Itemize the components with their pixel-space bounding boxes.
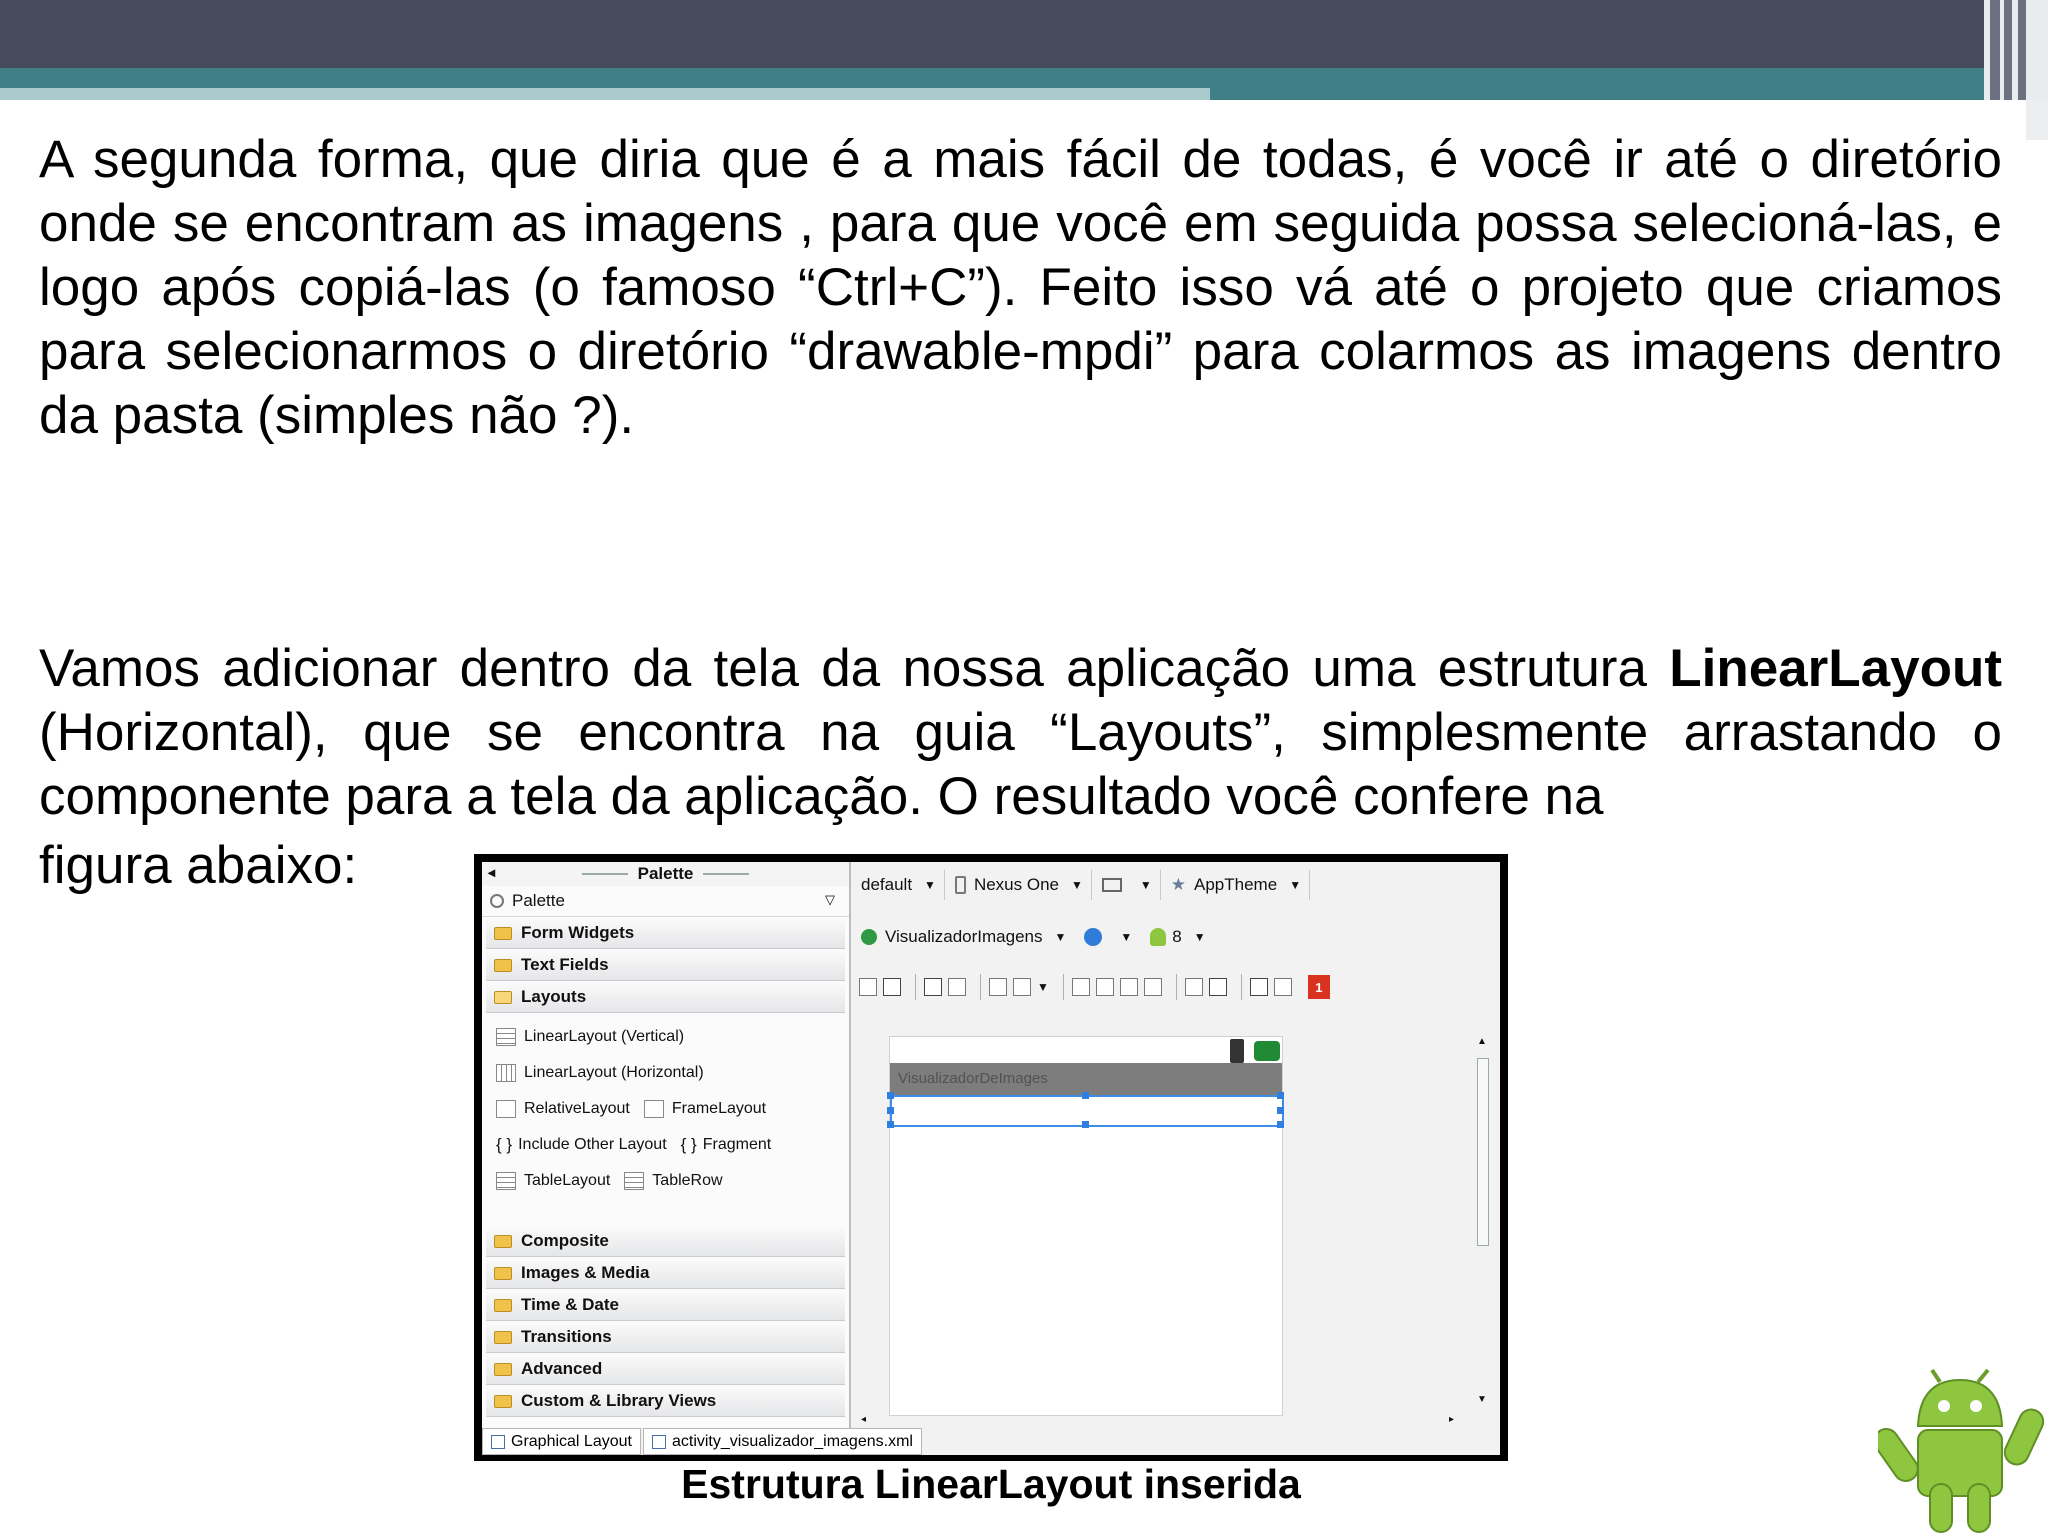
palette-item-linearlayout-horizontal[interactable]: LinearLayout (Horizontal) [496, 1064, 704, 1082]
toggle-horizontal-button[interactable] [1185, 978, 1203, 996]
linear-vertical-icon [496, 1028, 516, 1046]
category-time-date[interactable]: Time & Date [486, 1290, 845, 1321]
palette-item-tablerow[interactable]: TableRow [624, 1172, 722, 1190]
editor-toolbar-row2 [861, 920, 1224, 954]
folder-icon [494, 1299, 512, 1312]
resize-handle[interactable] [887, 1121, 894, 1128]
gear-icon [490, 894, 504, 908]
chevron-down-icon: ▼ [924, 878, 936, 892]
relative-layout-icon [496, 1100, 516, 1118]
palette-item-relativelayout[interactable]: RelativeLayout [496, 1100, 630, 1118]
orientation-dropdown[interactable] [1102, 870, 1161, 900]
category-custom-library-views[interactable]: Custom & Library Views [486, 1386, 845, 1417]
locale-dropdown[interactable] [1084, 922, 1140, 952]
category-form-widgets[interactable]: Form Widgets [486, 918, 845, 949]
layout-horizontal-button[interactable] [859, 978, 877, 996]
palette-header[interactable] [482, 886, 849, 917]
category-composite[interactable]: Composite [486, 1226, 845, 1257]
editor-tabs [482, 1428, 1500, 1455]
tab-xml-source[interactable]: activity_visualizador_imagens.xml [643, 1428, 922, 1455]
api-level-dropdown[interactable]: 8 ▼ [1150, 922, 1213, 952]
palette-panel [482, 862, 851, 1428]
screen-orientation-icon [1102, 878, 1122, 892]
folder-icon [494, 927, 512, 940]
config-dropdown[interactable]: default ▼ [861, 870, 945, 900]
figure-caption: Estrutura LinearLayout inserida [681, 1461, 1301, 1507]
header-stripe [2026, 0, 2048, 100]
ide-screenshot [474, 854, 1508, 1461]
folder-icon [494, 959, 512, 972]
folder-icon [494, 1235, 512, 1248]
resize-handle[interactable] [1277, 1121, 1284, 1128]
resize-handle[interactable] [1082, 1121, 1089, 1128]
chevron-down-icon: ▼ [1289, 878, 1302, 892]
layout-icon [491, 1435, 505, 1449]
palette-title-bar [482, 862, 849, 886]
chevron-down-icon: ▼ [1054, 930, 1067, 944]
table-layout-icon [496, 1172, 516, 1190]
folder-icon [494, 1267, 512, 1280]
header-stripe [2004, 0, 2012, 100]
assign-weight-button[interactable] [1120, 978, 1138, 996]
activity-dropdown[interactable]: VisualizadorImagens ▼ [861, 922, 1074, 952]
chevron-down-icon: ▼ [1139, 878, 1152, 892]
layouts-items [482, 1013, 849, 1225]
palette-item-include-layout[interactable]: { } Include Other Layout [496, 1135, 667, 1154]
figure-intro: figura abaixo: [39, 836, 358, 895]
selected-linearlayout[interactable] [890, 1095, 1284, 1127]
horizontal-scrollbar[interactable] [855, 1414, 1471, 1428]
baseline-button[interactable] [989, 978, 1007, 996]
paragraph-intro: A segunda forma, que diria que é a mais fácil de todas, é você ir até o diretório onde se encontram as imagens , para que você em seguida possa selecioná-las, e logo após copiá-las (o famoso “Ctrl+C”). Feito isso vá até o projeto que criamos para selecionarmos o diretório “drawable-mpdi” para colarmos as imagens dentro da pasta (simples não ?). [39, 130, 2002, 445]
category-transitions[interactable]: Transitions [486, 1322, 845, 1353]
zoom-actual-button[interactable] [1274, 978, 1292, 996]
chevron-down-icon: ▼ [1070, 878, 1083, 892]
fill-width-button[interactable] [924, 978, 942, 996]
folder-icon [494, 1331, 512, 1344]
editor-toolbar-row3 [859, 970, 1330, 1004]
error-icon[interactable]: 1 [1308, 975, 1330, 999]
folder-icon [494, 1363, 512, 1376]
chevron-down-icon[interactable]: ▽ [825, 892, 835, 907]
scroll-down-icon[interactable]: ▼ [1477, 1394, 1487, 1405]
zoom-fit-button[interactable] [1250, 978, 1268, 996]
activity-icon [861, 929, 877, 945]
chevron-down-icon: ▼ [1193, 930, 1206, 944]
vertical-scrollbar[interactable] [1473, 1036, 1491, 1414]
theme-dropdown[interactable]: ★ AppTheme ▼ [1171, 870, 1310, 900]
globe-icon [1084, 928, 1102, 946]
change-margins-button[interactable] [1144, 978, 1162, 996]
header-accent-light [0, 88, 1210, 100]
android-mascot-icon [1878, 1368, 2048, 1536]
editor-toolbar-row1 [861, 868, 1320, 902]
category-text-fields[interactable]: Text Fields [486, 950, 845, 981]
layout-vertical-button[interactable] [883, 978, 901, 996]
scroll-up-icon[interactable]: ▲ [1477, 1036, 1487, 1047]
device-dropdown[interactable]: Nexus One ▼ [955, 870, 1092, 900]
palette-item-fragment[interactable]: { } Fragment [680, 1135, 772, 1154]
resize-handle[interactable] [887, 1107, 894, 1114]
scroll-right-icon[interactable]: ▸ [1449, 1414, 1455, 1425]
chevron-down-icon: ▼ [1120, 930, 1133, 944]
header-stripe [1990, 0, 2000, 100]
frame-layout-icon [644, 1100, 664, 1118]
scroll-left-icon[interactable]: ◂ [861, 1414, 867, 1425]
xml-file-icon [652, 1435, 666, 1449]
category-images-media[interactable]: Images & Media [486, 1258, 845, 1289]
palette-item-framelayout[interactable]: FrameLayout [644, 1100, 766, 1118]
layout-editor [851, 862, 1500, 1428]
chevron-down-icon[interactable]: ▼ [1037, 980, 1049, 994]
category-layouts[interactable]: Layouts [486, 982, 845, 1013]
paragraph-text: (Horizontal), que se encontra na guia “Layouts”, simplesmente arrastando o componente para a tela da aplicação. O resultado você confere na [39, 703, 2002, 826]
include-icon: { } [496, 1135, 513, 1154]
resize-handle[interactable] [887, 1092, 894, 1099]
paragraph-text: Vamos adicionar dentro da tela da nossa aplicação uma estrutura [39, 639, 1670, 698]
battery-icon [1230, 1039, 1244, 1063]
app-title-bar: VisualizadorDeImages [890, 1063, 1282, 1095]
toggle-vertical-button[interactable] [1209, 978, 1227, 996]
gravity-button[interactable] [1013, 978, 1031, 996]
resize-handle[interactable] [1082, 1092, 1089, 1099]
resize-handle[interactable] [1277, 1092, 1284, 1099]
clear-weights-button[interactable] [1096, 978, 1114, 996]
fill-height-button[interactable] [948, 978, 966, 996]
design-canvas [851, 1036, 1500, 1428]
resize-handle[interactable] [1277, 1107, 1284, 1114]
header-bar [0, 0, 2048, 68]
linear-horizontal-icon [496, 1064, 516, 1082]
distribute-weights-button[interactable] [1072, 978, 1090, 996]
paragraph-linearlayout [39, 637, 2002, 829]
device-screen [889, 1036, 1283, 1416]
tab-graphical-layout[interactable]: Graphical Layout [482, 1428, 641, 1455]
chevron-left-icon[interactable]: ◂ [488, 864, 496, 880]
header-stripe-tail [2026, 100, 2048, 140]
palette-item-linearlayout-vertical[interactable]: LinearLayout (Vertical) [496, 1028, 684, 1046]
category-advanced[interactable]: Advanced [486, 1354, 845, 1385]
folder-open-icon [494, 991, 512, 1004]
palette-header-label: Palette [512, 891, 565, 910]
status-bar [1230, 1039, 1280, 1063]
bold-term: LinearLayout [1669, 639, 2002, 698]
palette-title: Palette [637, 864, 694, 883]
fragment-icon: { } [680, 1135, 697, 1154]
folder-icon [494, 1395, 512, 1408]
star-icon: ★ [1170, 875, 1187, 894]
palette-item-tablelayout[interactable]: TableLayout [496, 1172, 610, 1190]
phone-icon [955, 876, 966, 894]
table-row-icon [624, 1172, 644, 1190]
header-stripe [2018, 0, 2026, 100]
android-icon [1150, 928, 1166, 946]
signal-icon [1254, 1041, 1280, 1061]
